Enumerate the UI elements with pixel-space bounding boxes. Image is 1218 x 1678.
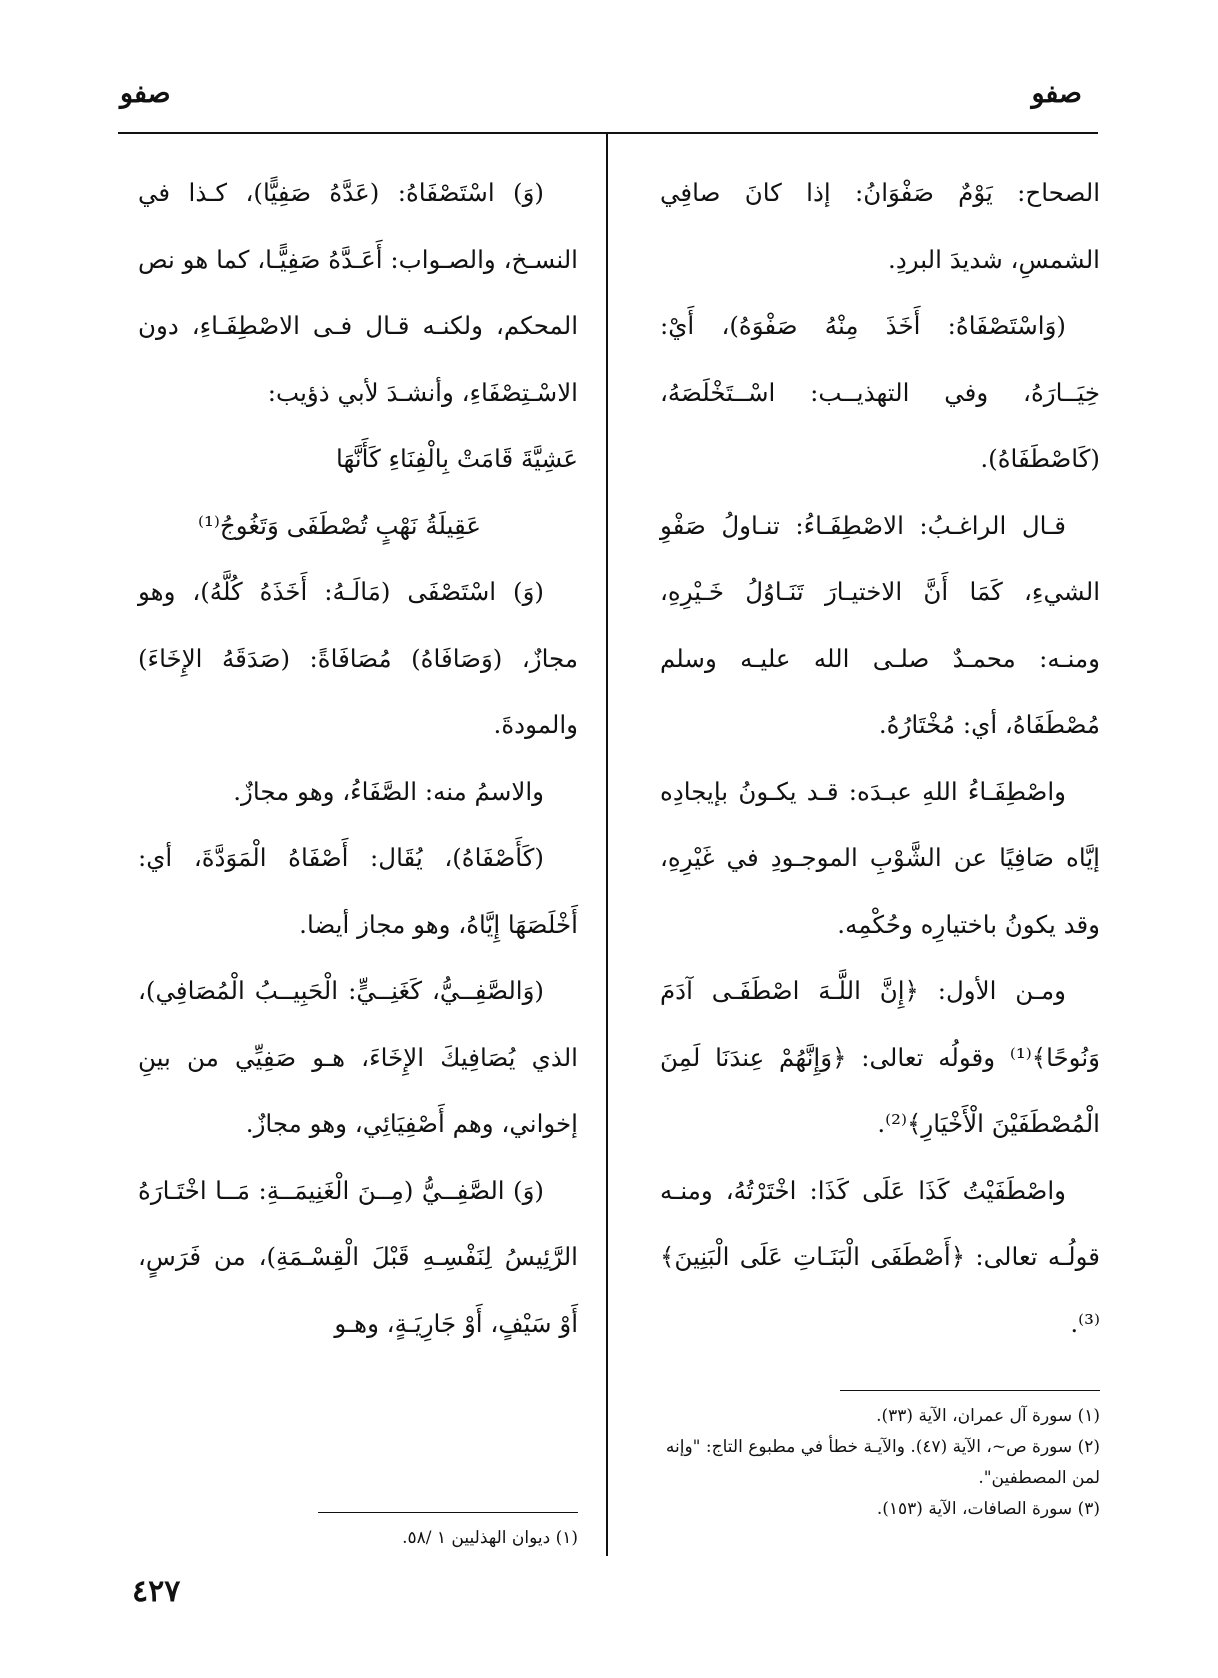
right-column <box>660 160 1100 1357</box>
paragraph: الصحاح: يَوْمٌ صَفْوَانُ: إذا كانَ صافِي الشمسِ، شديدَ البردِ. <box>660 178 1100 274</box>
running-head-right: صفو <box>1031 78 1082 109</box>
paragraph: (وَاسْتَصْفَاهُ: أَخَذَ مِنْهُ صَفْوَهُ)، أَيْ: خِيَــارَهُ، وفي التهذيــب: اسْــتَخْلَصَهُ، (كَاصْطَفَاهُ). <box>660 311 1100 473</box>
header-rule <box>118 132 1098 134</box>
page-number: ٤٢٧ <box>132 1574 181 1609</box>
paragraph: (وَالصَّفِــيُّ، كَغَنِــيٍّ: الْحَبِيــبُ الْمُصَافِي)، الذي يُصَافِيكَ الإِخَاءَ، هـو صَفِيِّي من بينِ إخواني، وهم أَصْفِيَائِي، وهو مجازٌ. <box>138 976 578 1138</box>
paragraph: والاسمُ منه: الصَّفَاءُ، وهو مجازٌ. <box>233 776 544 806</box>
verse-hemistich-1: عَشِيَّةَ قَامَتْ بِالْفِنَاءِ كَأَنَّهَا <box>336 444 578 473</box>
paragraph: (وَ) اسْتَصْفَاهُ: (عَدَّهُ صَفِيًّا)، كـذا في النسـخ، والصـواب: أَعَـدَّهُ صَفِيًّـا، كما هو نص المحكم، ولكنـه قـال فـى الاصْطِفَـاءِ، دون الاسْـتِصْفَاءِ، وأنشـدَ لأبي ذؤيب: <box>138 178 578 407</box>
footnote: (٢) سورة ص~، الآية (٤٧). والآيـة خطأ في مطبوع التاج: "وإنه لمن المصطفين". <box>665 1437 1100 1488</box>
paragraph: (وَ) اسْتَصْفَى (مَالَـهُ: أَخَذَهُ كُلَّهُ)، وهو مجازٌ، (وَصَافَاهُ) مُصَافَاةً: (صَدَقَهُ الإِخَاءَ) والمودةَ. <box>138 577 578 739</box>
column-divider <box>606 133 608 1556</box>
right-footnotes <box>660 1390 1100 1525</box>
paragraph: واصْطِفَـاءُ اللهِ عبـدَه: قـد يكـونُ بإيجادِه إيَّاه صَافِيًا عن الشَّوْبِ الموجـودِ في غَيْرِهِ، وقد يكونُ باختيارِه وحُكْمِه. <box>660 776 1100 939</box>
running-head-left: صفو <box>120 78 171 109</box>
footnote-rule <box>318 1512 578 1513</box>
footnote: (١) ديوان الهذليين ١ /٥٨. <box>402 1528 578 1548</box>
paragraph: ومـن الأول: ﴿إِنَّ اللَّـهَ اصْطَفَـى آدَمَ وَنُوحًا﴾⁽¹⁾ وقولُه تعالى: ﴿وَإِنَّهُمْ عِندَنَا لَمِنَ الْمُصْطَفَيْنَ الْأَخْيَارِ﴾⁽²⁾. <box>660 976 1100 1138</box>
footnote-rule <box>840 1390 1100 1391</box>
paragraph: (كَأَصْفَاهُ)، يُقَال: أَصْفَاهُ الْمَوَدَّةَ، أي: أَخْلَصَهَا إِيَّاهُ، وهو مجاز أيضا. <box>138 843 578 939</box>
verse-hemistich-2: عَقِيلَةُ نَهْبٍ تُصْطَفَى وَتَغُوجُ⁽¹⁾ <box>198 510 481 540</box>
left-column <box>138 160 578 1357</box>
paragraph: واصْطَفَيْتُ كَذَا عَلَى كَذَا: اخْتَرْتُهُ، ومنـه قولُـه تعالى: ﴿أَصْطَفَى الْبَنَـاتِ عَلَى الْبَنِينَ﴾⁽³⁾. <box>660 1175 1100 1338</box>
left-footnotes <box>138 1512 578 1554</box>
footnote: (١) سورة آل عمران، الآية (٣٣). <box>876 1406 1100 1426</box>
footnote: (٣) سورة الصافات، الآية (١٥٣). <box>876 1499 1100 1519</box>
paragraph: قـال الراغـبُ: الاصْطِفَـاءُ: تنـاولُ صَفْوِ الشيءِ، كَمَا أَنَّ الاختيـارَ تَنَـاوُلُ خَـيْرِهِ، ومنـه: محمـدٌ صلـى الله عليـه وسلم مُصْطَفَاهُ، أي: مُخْتَارُهُ. <box>660 510 1100 739</box>
paragraph: (وَ) الصَّفِــيُّ (مِــنَ الْغَنِيمَــةِ: مَــا اخْتَـارَهُ الرَّئِيسُ لِنَفْسِـهِ قَبْلَ الْقِسْـمَةِ)، من فَرَسٍ، أَوْ سَيْفٍ، أَوْ جَارِيَـةٍ، وهـو <box>138 1175 578 1338</box>
